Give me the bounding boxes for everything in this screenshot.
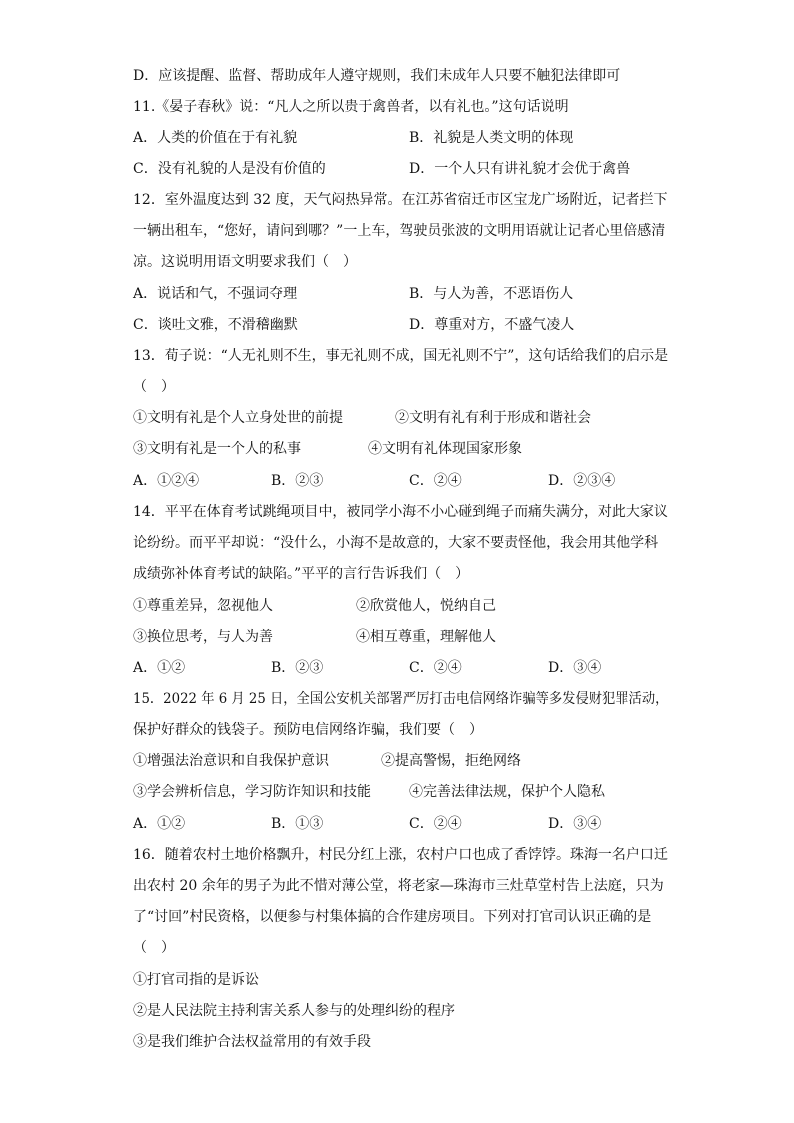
q14-stem-line-3: 成绩弥补体育考试的缺陷。”平平的言行告诉我们（ ） (133, 566, 470, 582)
q14-statement-4: ④相互尊重，理解他人 (356, 629, 496, 645)
q15-option-a: A．①② (133, 816, 186, 832)
q15-stem-line-2: 保护好群众的钱袋子。预防电信网络诈骗，我们要（ ） (133, 722, 483, 738)
q15-statement-3: ③学会辨析信息，学习防诈知识和技能 (133, 784, 371, 800)
q15-statement-4: ④完善法律法规，保护个人隐私 (409, 784, 605, 800)
q14-option-b: B．②③ (271, 660, 324, 676)
q12-option-a: A．说话和气，不强词夺理 (133, 286, 298, 302)
q12-option-d: D．尊重对方，不盛气凌人 (409, 317, 575, 333)
q14-statement-3: ③换位思考，与人为善 (133, 629, 273, 645)
q13-statement-4: ④文明有礼体现国家形象 (368, 441, 522, 457)
q14-statement-1: ①尊重差异，忽视他人 (133, 598, 273, 614)
q13-stem-line-1: 13．荀子说：“人无礼则不生，事无礼则不成，国无礼则不宁”，这句话给我们的启示是 (133, 348, 669, 364)
q16-stem-line-4: （ ） (133, 940, 175, 956)
q16-statement-1: ①打官司指的是诉讼 (133, 972, 259, 988)
q13-statement-1: ①文明有礼是个人立身处世的前提 (133, 410, 343, 426)
q12-stem-line-3: 凉。这说明用语文明要求我们（ ） (133, 254, 357, 270)
q12-option-b: B．与人为善，不恶语伤人 (409, 286, 574, 302)
q14-option-c: C．②④ (409, 660, 462, 676)
q15-option-c: C．②④ (409, 816, 462, 832)
q13-option-d: D．②③④ (548, 473, 616, 489)
q12-stem-line-1: 12．室外温度达到 32 度，天气闷热异常。在江苏省宿迁市区宝龙广场附近，记者拦下 (133, 192, 668, 208)
q14-option-d: D．③④ (548, 660, 602, 676)
q12-option-c: C．谈吐文雅，不滑稽幽默 (133, 317, 298, 333)
q12-stem-line-2: 一辆出租车，“您好，请问到哪？”一上车，驾驶员张波的文明用语就让记者心里倍感清 (133, 223, 666, 239)
q15-stem-line-1: 15．2022 年 6 月 25 日，全国公安机关部署严厉打击电信网络诈骗等多发侵财犯罪活动， (133, 691, 669, 707)
q16-stem-line-3: 了“讨回”村民资格，以便参与村集体搞的合作建房项目。下列对打官司认识正确的是 (133, 909, 652, 925)
q13-option-b: B．②③ (271, 473, 324, 489)
q14-stem-line-1: 14．平平在体育考试跳绳项目中，被同学小海不小心碰到绳子而痛失满分，对此大家议 (133, 504, 668, 520)
q15-statement-1: ①增强法治意识和自我保护意识 (133, 753, 329, 769)
q14-option-a: A．①② (133, 660, 186, 676)
q14-stem-line-2: 论纷纷。而平平却说：“没什么，小海不是故意的，大家不要责怪他，我会用其他学科 (133, 535, 659, 551)
q15-option-b: B．①③ (271, 816, 324, 832)
q13-statement-2: ②文明有礼有利于形成和谐社会 (395, 410, 591, 426)
q13-stem-line-2: （ ） (133, 379, 175, 395)
q11-option-d: D．一个人只有讲礼貌才会优于禽兽 (409, 161, 631, 177)
q16-stem-line-2: 出农村 20 余年的男子为此不惜对薄公堂，将老家—珠海市三灶草堂村告上法庭，只为 (133, 878, 664, 894)
q13-option-c: C．②④ (409, 473, 462, 489)
q15-statement-2: ②提高警惕，拒绝网络 (381, 753, 521, 769)
q13-statement-3: ③文明有礼是一个人的私事 (133, 441, 301, 457)
q16-statement-3: ③是我们维护合法权益常用的有效手段 (133, 1034, 371, 1050)
q16-stem-line-1: 16．随着农村土地价格飘升，村民分红上涨，农村户口也成了香饽饽。珠海一名户口迁 (133, 847, 668, 863)
q11-option-b: B．礼貌是人类文明的体现 (409, 130, 574, 146)
q14-statement-2: ②欣赏他人，悦纳自己 (356, 598, 496, 614)
q10-option-d: D．应该提醒、监督、帮助成年人遵守规则，我们未成年人只要不触犯法律即可 (133, 68, 621, 84)
q15-option-d: D．③④ (548, 816, 602, 832)
q11-stem: 11.《晏子春秋》说：“凡人之所以贵于禽兽者，以有礼也。”这句话说明 (133, 99, 569, 115)
q11-option-a: A．人类的价值在于有礼貌 (133, 130, 298, 146)
q11-option-c: C．没有礼貌的人是没有价值的 (133, 161, 326, 177)
q13-option-a: A．①②④ (133, 473, 200, 489)
q16-statement-2: ②是人民法院主持利害关系人参与的处理纠纷的程序 (133, 1003, 455, 1019)
